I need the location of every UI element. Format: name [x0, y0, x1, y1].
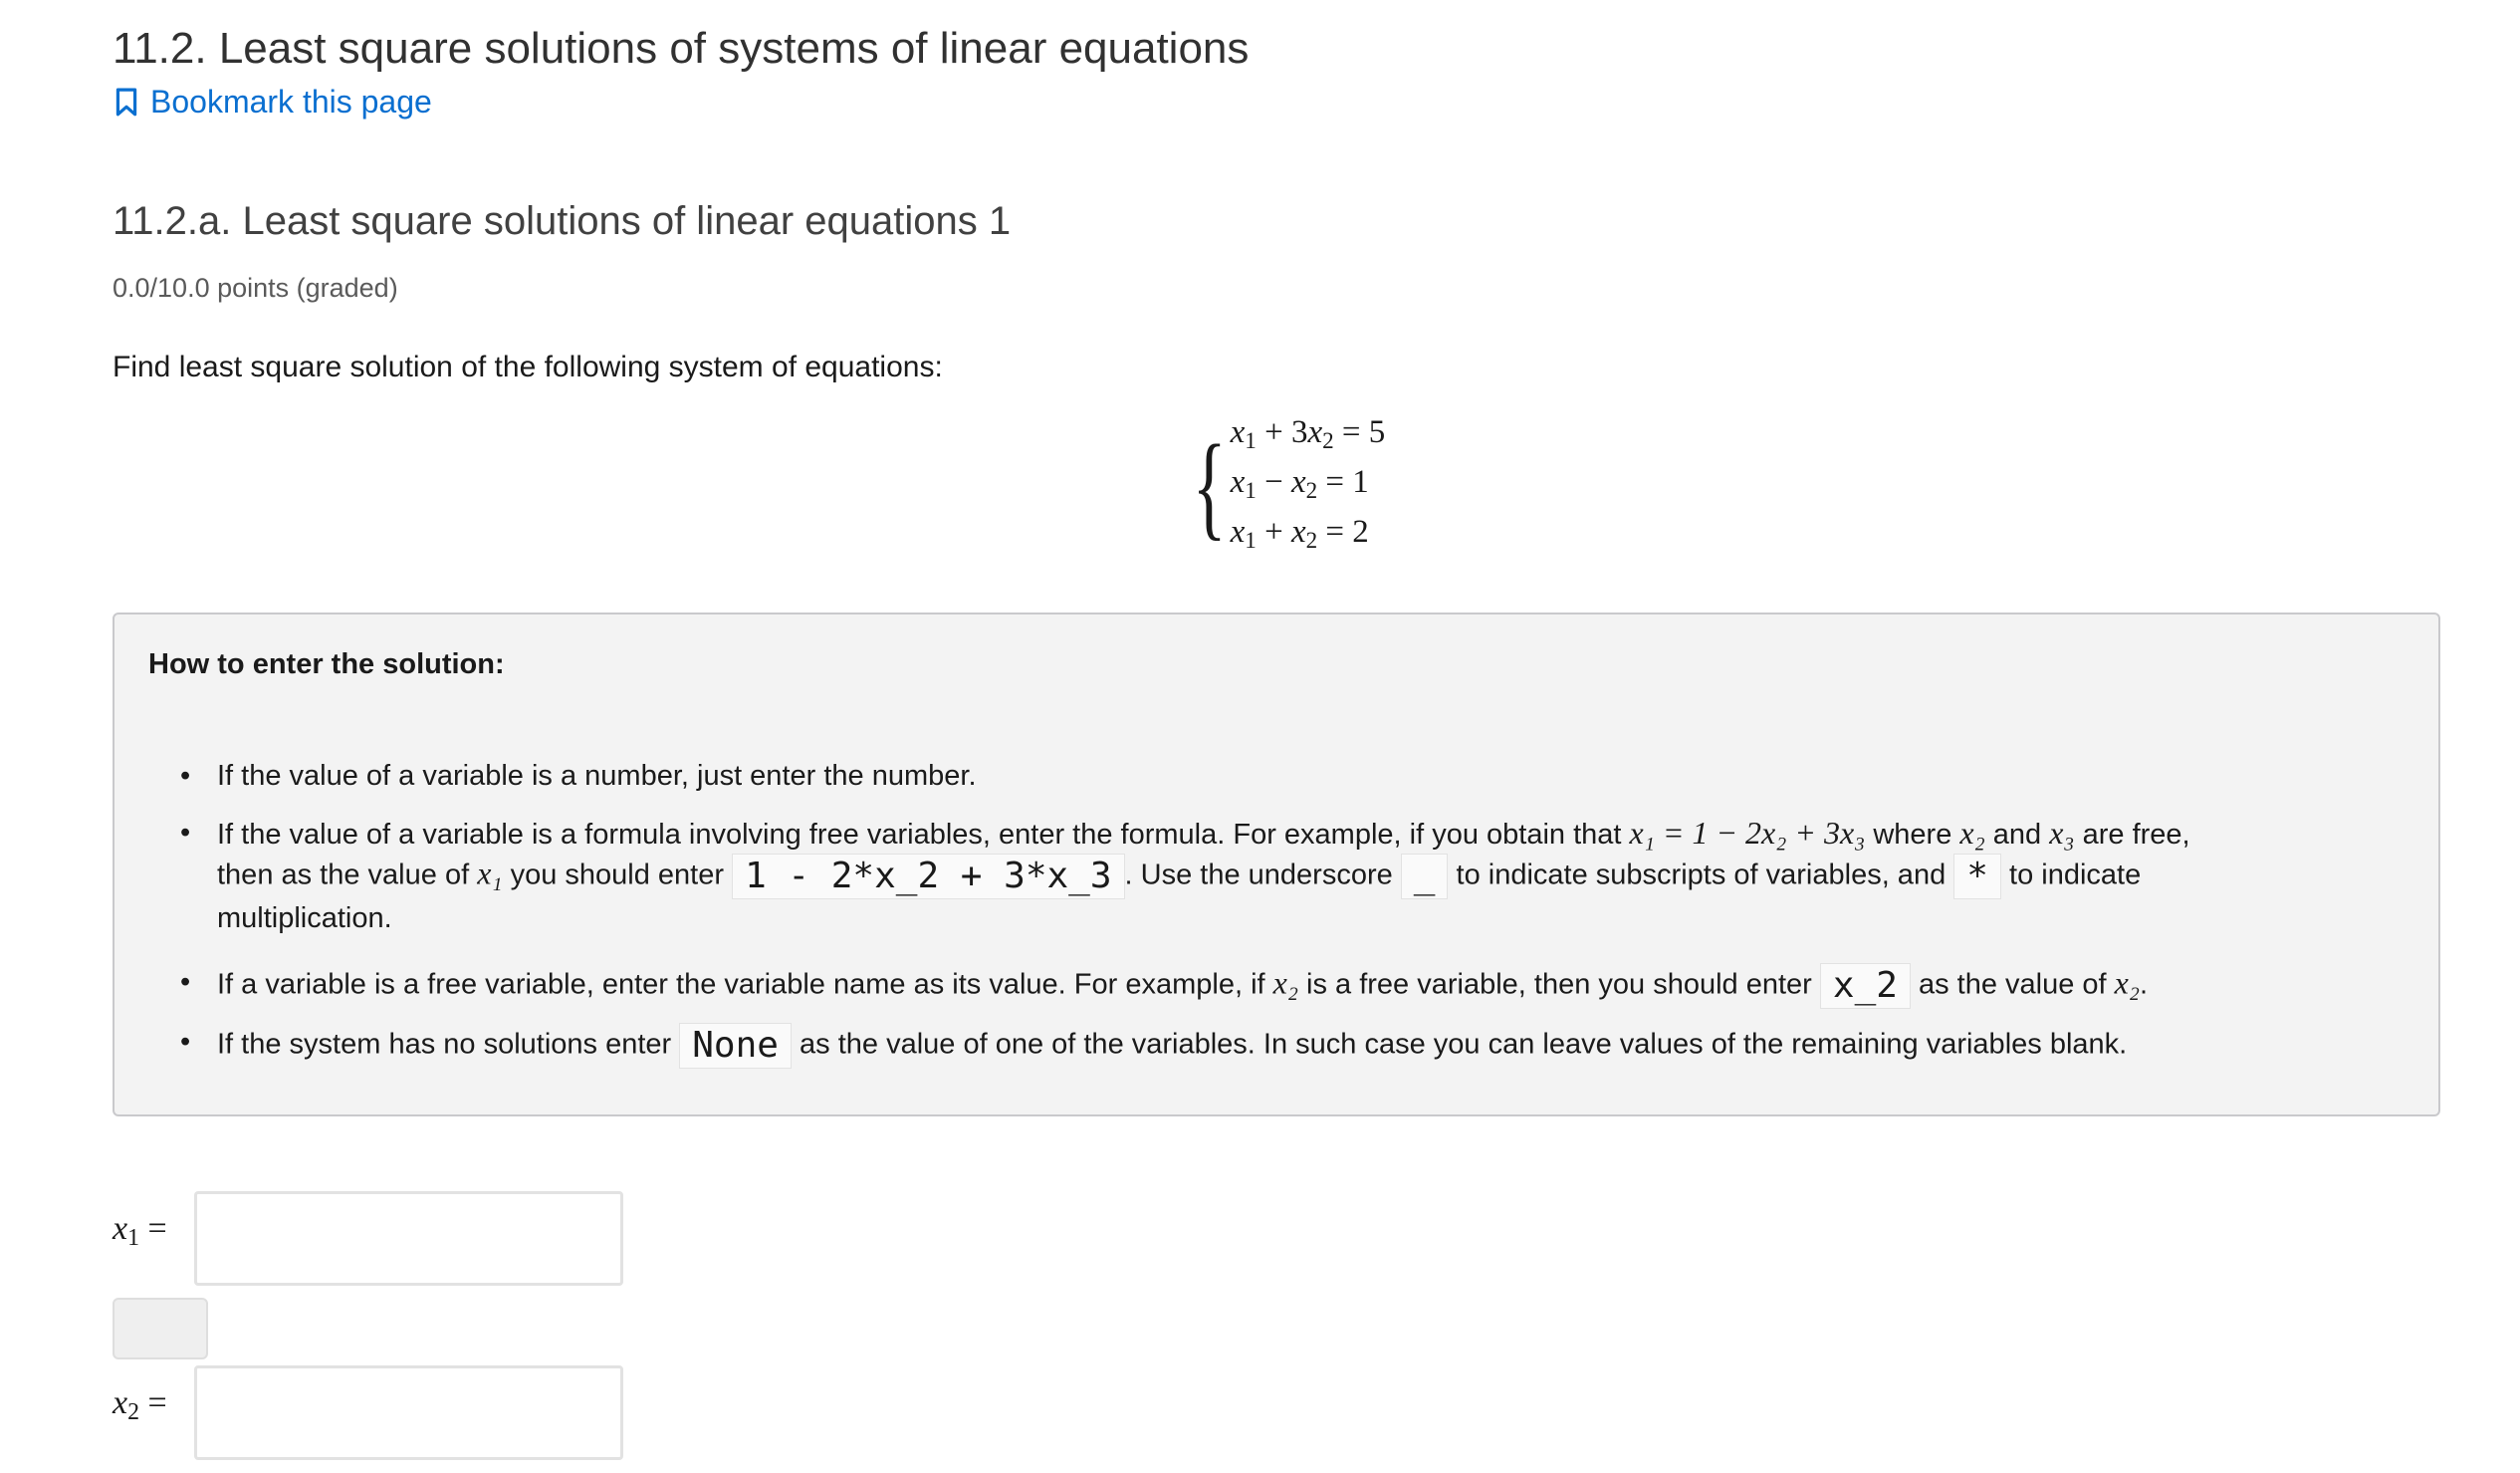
x1-label: $x_1$ = [113, 1210, 167, 1251]
x2-answer-input[interactable] [194, 1365, 623, 1460]
bookmark-label: Bookmark this page [150, 84, 432, 120]
bookmark-icon [113, 88, 140, 118]
equation-1: $x_1 + 3x_2 = 5$ [1230, 414, 1386, 454]
code-sample: x_2 [1820, 963, 1911, 1009]
problem-title: 11.2.a. Least square solutions of linear equations 1 [113, 199, 1012, 243]
code-sample: * [1953, 854, 2001, 899]
instructions-title: How to enter the solution: [148, 648, 505, 680]
x1-status-indicator [113, 1298, 208, 1359]
points-status: 0.0/10.0 points (graded) [113, 273, 398, 303]
code-sample: 1 - 2*x_2 + 3*x_3 [732, 854, 1124, 899]
equation-3: $x_1 + x_2 = 2$ [1230, 513, 1369, 553]
x1-answer-input[interactable] [194, 1191, 623, 1286]
equation-system [1170, 414, 1386, 553]
equation-2: $x_1 - x_2 = 1$ [1230, 464, 1369, 503]
left-brace: { [1192, 420, 1227, 551]
bookmark-link[interactable] [113, 84, 432, 121]
code-sample: None [679, 1023, 792, 1069]
page-title: 11.2. Least square solutions of systems of linear equations [113, 24, 1250, 73]
x2-label: $x_2$ = [113, 1384, 167, 1425]
code-sample: _ [1401, 854, 1449, 899]
instructions-box: How to enter the solution: • If the value of a variable is a number, just enter the number. • If the value of a variable is a formula involving free variables, enter the formula. For example, if you obtain that x₁ = 1 − 2x₂ + 3x₃ where x₂ and x₃ are free, then as the value of x₁ you should enter 1 - 2*x_2 + 3*x_3 . Use the underscore _ to indicate subscripts of variables, and * to indicate multiplication. • If a variable is a free variable, enter the variable name as its value. For example, if x₂ is a free variable, then you should enter x_2 as the value of x₂. • If the system has no solutions enter None as the value of one of the variables. In such case you can leave values of the remaining variables blank. [113, 613, 2440, 1116]
problem-prompt: Find least square solution of the following system of equations: [113, 351, 943, 383]
